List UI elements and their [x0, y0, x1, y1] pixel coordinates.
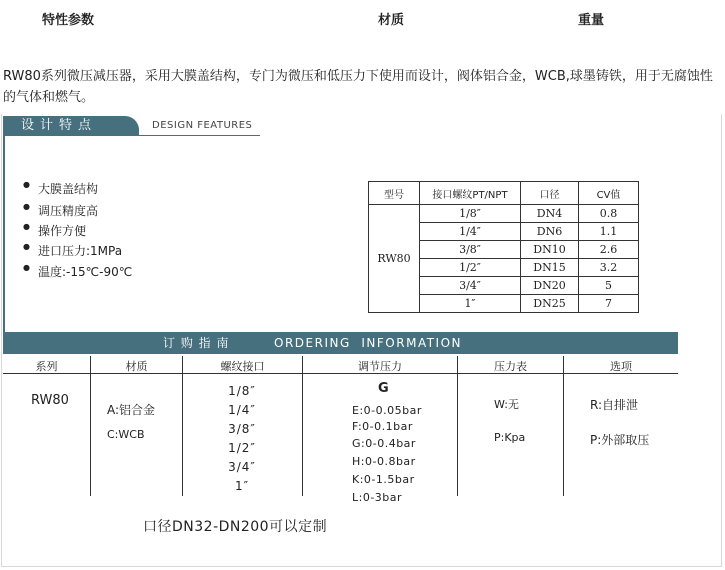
spec-cell: 3/4″: [420, 277, 521, 295]
ordering-header-options: 选项: [610, 360, 632, 373]
spec-header-model: 型号: [369, 182, 420, 205]
column-divider: [563, 356, 564, 496]
left-accent-bar: [3, 136, 5, 332]
ordering-option-item: R:自排泄: [590, 398, 639, 412]
spec-header-cv: CV值: [579, 182, 639, 205]
spec-cell: 1/4″: [420, 223, 521, 241]
ordering-thread-item: 1/4″: [228, 403, 256, 417]
spec-cell: 1/8″: [420, 205, 521, 223]
feature-item: ● 进口压力:1MPa: [38, 242, 122, 259]
design-features-en-title: DESIGN FEATURES: [152, 120, 253, 131]
ordering-pressure-example: G: [378, 381, 389, 396]
header-weight: 重量: [578, 13, 605, 28]
product-description: RW80系列微压减压器，采用大膜盖结构，专门为微压和低压力下使用而设计，阀体铝合金，WCB,球墨铸铁，用于无腐蚀性的气体和燃气。: [3, 69, 713, 105]
ordering-header-material: 材质: [125, 360, 148, 373]
ordering-pressure-item: L:0-3bar: [352, 491, 403, 504]
ordering-thread-item: 3/8″: [228, 422, 256, 436]
spec-cell: 5: [579, 277, 639, 295]
ordering-title-en: ORDERING INFORMATION: [274, 336, 463, 350]
spec-cell: DN6: [521, 223, 579, 241]
spec-cell: 1.1: [579, 223, 639, 241]
ordering-title-cn: 订 购 指 南: [163, 336, 230, 350]
header-spec-params: 特性参数: [42, 13, 95, 28]
feature-item: ● 调压精度高: [38, 202, 98, 219]
feature-item: ● 操作方便: [38, 222, 86, 239]
custom-size-note: 口径DN32-DN200可以定制: [143, 519, 328, 535]
spec-header-thread: 接口螺纹PT/NPT: [420, 182, 521, 205]
ordering-material-item: C:WCB: [107, 428, 145, 441]
ordering-pressure-item: F:0-0.1bar: [352, 420, 413, 433]
spec-cell: 1/2″: [420, 259, 521, 277]
spec-cell: 3/8″: [420, 241, 521, 259]
spec-cell: 0.8: [579, 205, 639, 223]
ordering-thread-item: 1″: [234, 479, 250, 493]
header-material: 材质: [378, 13, 405, 28]
ordering-header-gauge: 压力表: [494, 360, 527, 373]
column-divider: [302, 356, 303, 496]
spec-cell: DN20: [521, 277, 579, 295]
ordering-thread-item: 1/2″: [228, 441, 256, 455]
feature-item: ● 温度:-15℃-90℃: [38, 263, 132, 280]
spec-cell: 1″: [420, 295, 521, 313]
spec-cell: DN25: [521, 295, 579, 313]
ordering-pressure-item: G:0-0.4bar: [352, 437, 416, 450]
ordering-gauge-item: P:Kpa: [494, 431, 526, 444]
ordering-option-item: P:外部取压: [590, 433, 650, 447]
column-divider: [457, 356, 458, 496]
spec-cell: DN4: [521, 205, 579, 223]
ordering-pressure-item: H:0-0.8bar: [352, 455, 416, 468]
ordering-thread-item: 3/4″: [228, 460, 256, 474]
ordering-thread-item: 1/8″: [228, 384, 256, 398]
tab-underline: [3, 135, 260, 136]
ordering-header-thread: 螺纹接口: [220, 360, 265, 373]
spec-cell: DN15: [521, 259, 579, 277]
spec-cell: DN10: [521, 241, 579, 259]
column-divider: [90, 356, 91, 496]
ordering-pressure-item: E:0-0.05bar: [352, 404, 422, 417]
spec-cell: 3.2: [579, 259, 639, 277]
ordering-header-pressure: 调节压力: [358, 360, 402, 373]
design-features-tab: 设计特点: [3, 116, 139, 136]
ordering-material-item: A:铝合金: [107, 403, 156, 417]
ordering-info-bar: [3, 332, 678, 354]
feature-item: ● 大膜盖结构: [38, 180, 98, 197]
ordering-gauge-item: W:无: [494, 398, 519, 411]
spec-cell: 7: [579, 295, 639, 313]
ordering-series-value: RW80: [31, 393, 69, 408]
spec-model-cell: RW80: [369, 205, 420, 313]
spec-header-diameter: 口径: [521, 182, 579, 205]
ordering-header-series: 系列: [35, 360, 58, 373]
ordering-pressure-item: K:0-1.5bar: [352, 473, 415, 486]
spec-table: [368, 181, 639, 313]
spec-cell: 2.6: [579, 241, 639, 259]
